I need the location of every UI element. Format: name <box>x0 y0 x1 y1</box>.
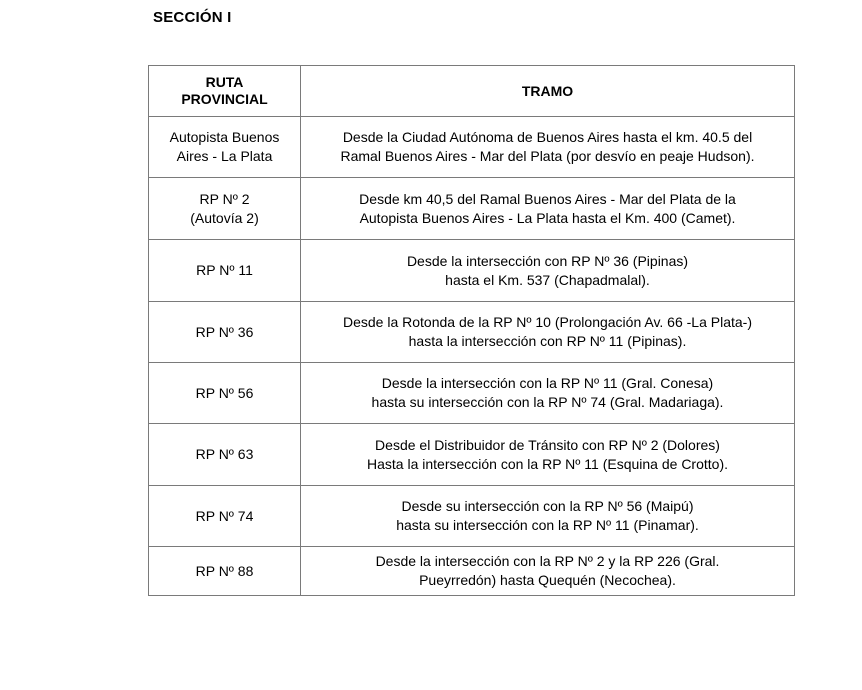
tramo-line: Desde la intersección con la RP Nº 2 y la RP 226 (Gral. <box>375 553 720 569</box>
tramo-cell <box>301 486 795 547</box>
tramo-line: hasta el Km. 537 (Chapadmalal). <box>445 271 650 288</box>
tramo-cell <box>301 363 795 424</box>
tramo-cell <box>301 178 795 240</box>
header-ruta-line1: RUTA <box>205 74 244 90</box>
tramo-cell <box>301 117 795 178</box>
tramo-line: hasta su intersección con la RP Nº 11 (Pinamar). <box>396 517 699 533</box>
tramo-line: Pueyrredón) hasta Quequén (Necochea). <box>419 572 676 588</box>
header-ruta-provincial <box>149 66 301 117</box>
route-line: RP Nº 36 <box>195 323 254 340</box>
tramo-cell <box>301 547 795 596</box>
route-line: RP Nº 74 <box>195 507 254 524</box>
tramo-cell <box>301 240 795 302</box>
tramo-line: hasta su intersección con la RP Nº 74 (Gral. Madariaga). <box>371 394 724 410</box>
route-line: RP Nº 11 <box>196 262 253 278</box>
routes-table <box>148 65 795 596</box>
table-row <box>149 424 795 486</box>
table-row <box>149 178 795 240</box>
route-cell <box>149 424 301 486</box>
route-cell <box>149 486 301 547</box>
route-line: Autopista Buenos <box>169 129 280 145</box>
table-header-row <box>149 66 795 117</box>
route-cell <box>149 302 301 363</box>
route-cell <box>149 363 301 424</box>
tramo-cell <box>301 302 795 363</box>
table-row <box>149 240 795 302</box>
table-row <box>149 302 795 363</box>
table-row <box>149 117 795 178</box>
tramo-line: Desde la Rotonda de la RP Nº 10 (Prolongación Av. 66 -La Plata-) <box>342 314 753 330</box>
tramo-line: Autopista Buenos Aires - La Plata hasta el Km. 400 (Camet). <box>359 209 736 226</box>
table-row <box>149 547 795 596</box>
route-cell <box>149 117 301 178</box>
tramo-line: Desde el Distribuidor de Tránsito con RP Nº 2 (Dolores) <box>375 436 720 453</box>
table-row <box>149 486 795 547</box>
route-cell <box>149 178 301 240</box>
tramo-line: Desde la intersección con RP Nº 36 (Pipinas) <box>406 252 689 269</box>
tramo-line: Desde la intersección con la RP Nº 11 (Gral. Conesa) <box>381 375 714 391</box>
tramo-line: Desde su intersección con la RP Nº 56 (Maipú) <box>401 498 694 514</box>
section-title: SECCIÓN I <box>153 9 232 26</box>
tramo-line: hasta la intersección con RP Nº 11 (Pipinas). <box>408 333 687 349</box>
route-cell <box>149 547 301 596</box>
route-line: RP Nº 2 <box>199 190 250 207</box>
header-ruta-line2: PROVINCIAL <box>181 91 268 107</box>
tramo-line: Hasta la intersección con la RP Nº 11 (Esquina de Crotto). <box>367 455 728 472</box>
route-line: Aires - La Plata <box>176 148 273 164</box>
route-line: RP Nº 88 <box>195 562 254 579</box>
tramo-cell <box>301 424 795 486</box>
tramo-line: Ramal Buenos Aires - Mar del Plata (por desvío en peaje Hudson). <box>340 148 755 164</box>
table-row <box>149 363 795 424</box>
tramo-line: Desde la Ciudad Autónoma de Buenos Aires hasta el km. 40.5 del <box>342 129 753 145</box>
route-line: (Autovía 2) <box>190 209 259 226</box>
header-tramo: TRAMO <box>301 66 795 117</box>
route-line: RP Nº 56 <box>195 384 254 401</box>
route-cell <box>149 240 301 302</box>
tramo-line: Desde km 40,5 del Ramal Buenos Aires - Mar del Plata de la <box>359 190 736 207</box>
route-line: RP Nº 63 <box>195 446 254 462</box>
